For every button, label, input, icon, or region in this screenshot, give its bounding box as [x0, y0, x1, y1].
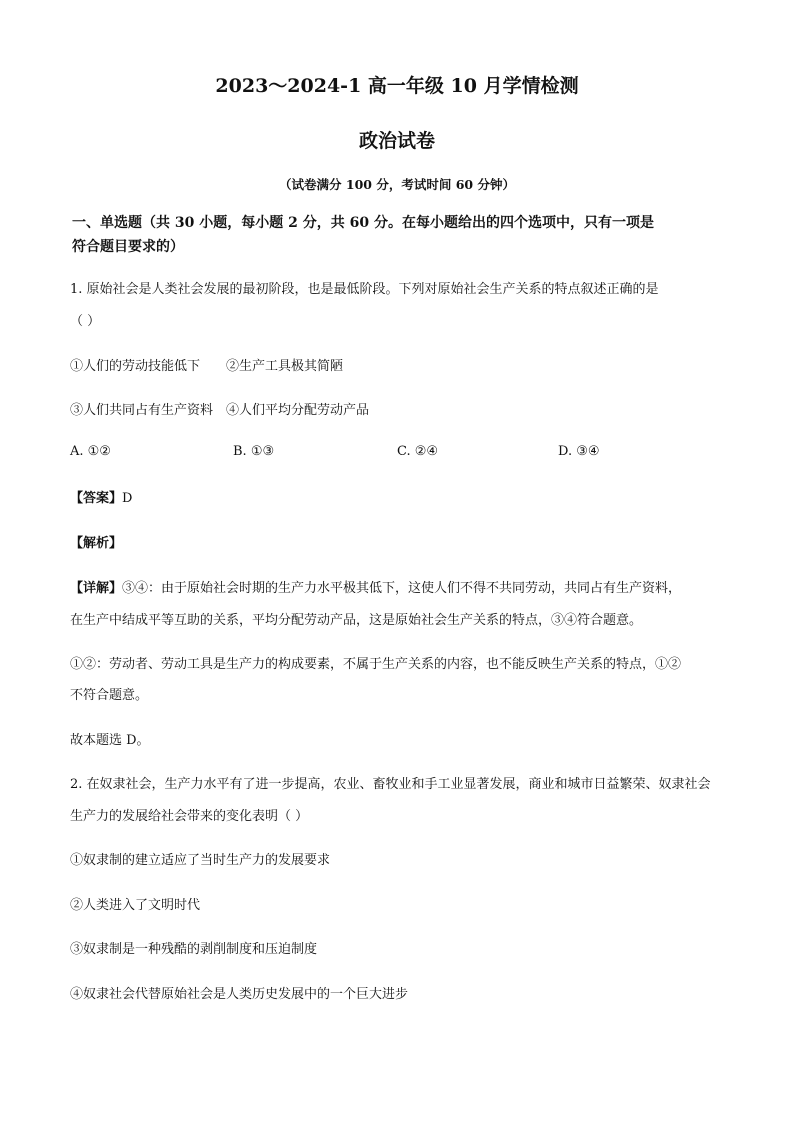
- answer-value: D: [122, 491, 133, 506]
- detail-label: 【详解】: [70, 581, 123, 596]
- question-2-option-4: ④奴隶社会代替原始社会是人类历史发展中的一个巨大进步: [70, 987, 409, 1002]
- exam-note: （试卷满分 100 分，考试时间 60 分钟）: [279, 177, 515, 192]
- detail-line-1: [70, 577, 681, 596]
- subject-title: 政治试卷: [358, 130, 435, 152]
- section-heading: 一、单选题（共 30 小题，每小题 2 分，共 60 分。在每小题给出的四个选项中，只有一项是: [72, 215, 654, 231]
- answer-label: 【答案】: [70, 491, 123, 506]
- detail-line-2: 在生产中结成平等互助的关系，平均分配劳动产品，这是原始社会生产关系的特点，③④符合题意。: [70, 613, 643, 628]
- choice-d: D. ③④: [558, 444, 600, 459]
- analysis-label: 【解析】: [70, 536, 123, 551]
- question-2-option-1: ①奴隶制的建立适应了当时生产力的发展要求: [70, 853, 331, 868]
- detail-line-4: 不符合题意。: [70, 688, 149, 703]
- choice-c: C. ②④: [397, 444, 439, 459]
- answer-line: [70, 487, 132, 506]
- conclusion: 故本题选 D。: [70, 733, 150, 748]
- question-1-bracket: （ ）: [70, 314, 101, 329]
- question-1-stem: 1. 原始社会是人类社会发展的最初阶段，也是最低阶段。下列对原始社会生产关系的特点叙述正确的是: [70, 282, 659, 297]
- choice-b: B. ①③: [233, 444, 275, 459]
- question-2-stem: 2. 在奴隶社会，生产力水平有了进一步提高，农业、畜牧业和手工业显著发展，商业和城市日益繁荣、奴隶社会: [70, 777, 711, 792]
- exam-title: 2023～2024-1 高一年级 10 月学情检测: [215, 75, 579, 97]
- question-2-stem-cont: 生产力的发展给社会带来的变化表明（ ）: [70, 809, 309, 824]
- choice-a: A. ①②: [70, 444, 111, 459]
- question-1-options-line-2: ③人们共同占有生产资料 ④人们平均分配劳动产品: [70, 403, 370, 418]
- question-1-options-line-1: ①人们的劳动技能低下 ②生产工具极其简陋: [70, 359, 344, 374]
- detail-line-3: ①②：劳动者、劳动工具是生产力的构成要素，不属于生产关系的内容，也不能反映生产关系的特点，①②: [70, 657, 682, 672]
- question-2-option-3: ③奴隶制是一种残酷的剥削制度和压迫制度: [70, 942, 318, 957]
- question-2-option-2: ②人类进入了文明时代: [70, 898, 201, 913]
- section-heading-cont: 符合题目要求的）: [72, 239, 184, 255]
- detail-text-1: ③④：由于原始社会时期的生产力水平极其低下，这使人们不得不共同劳动，共同占有生产资料，: [122, 581, 682, 596]
